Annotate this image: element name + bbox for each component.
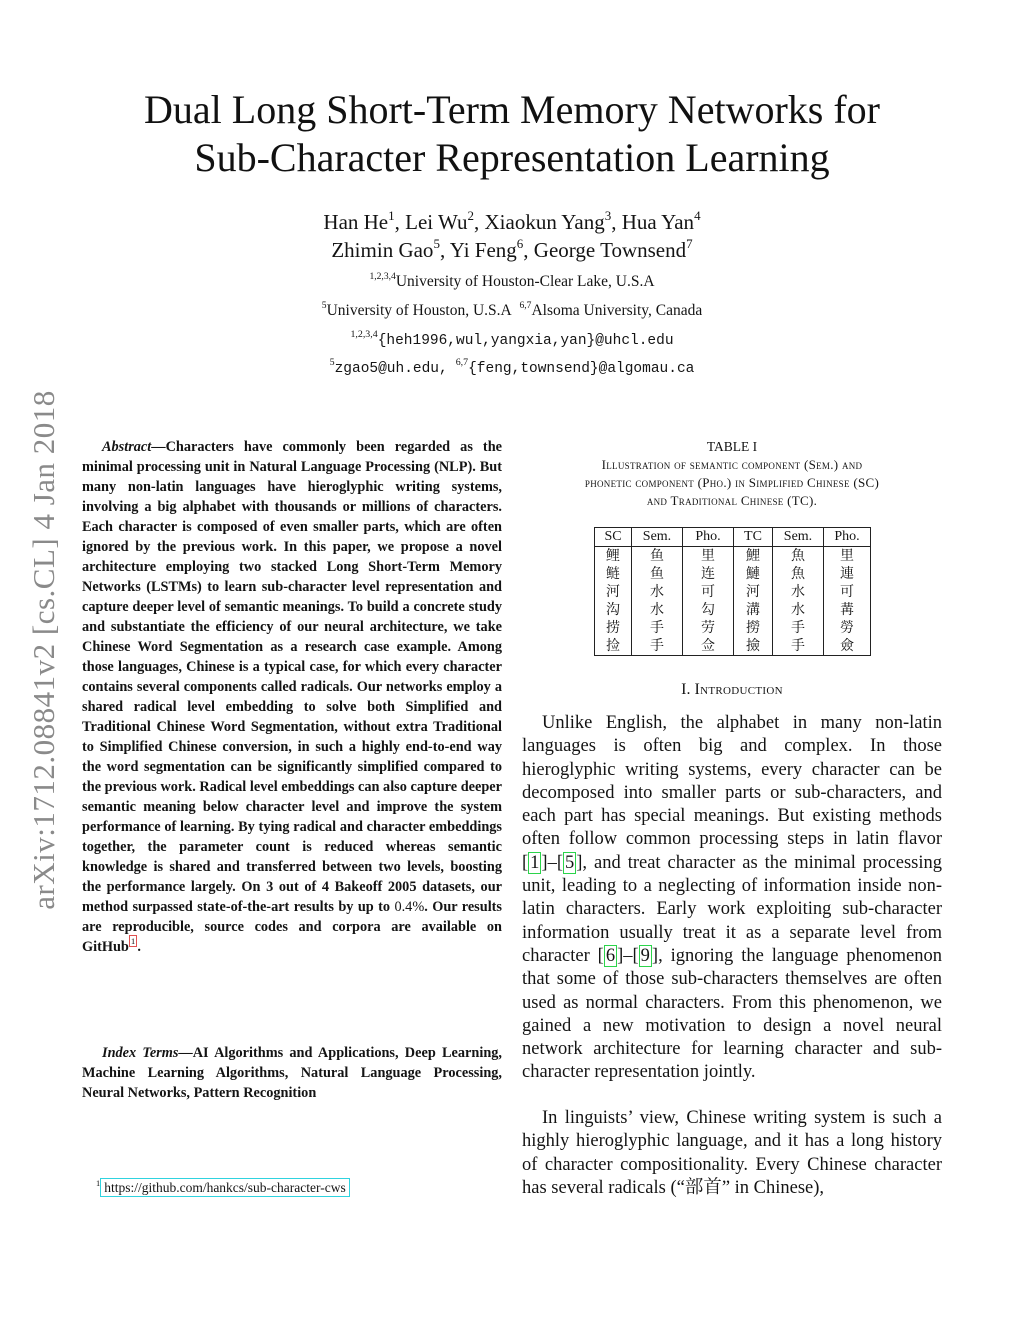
citation-link[interactable]: 9 <box>640 945 650 966</box>
affiliation-text: University of Houston, U.S.A <box>326 302 512 319</box>
radical-table <box>594 527 871 656</box>
email-address: zgao5@uh.edu, <box>334 361 448 377</box>
table-cell: 捞 <box>595 619 632 637</box>
table-cell: 手 <box>632 619 683 637</box>
author-name: Lei Wu <box>405 210 468 234</box>
table-row <box>595 619 871 637</box>
table-cell: 勞 <box>824 619 871 637</box>
table-cell: 勾 <box>683 601 734 619</box>
table-row <box>595 565 871 583</box>
email-line-2 <box>160 356 864 377</box>
table-cell: 鱼 <box>632 565 683 583</box>
table-cell: 可 <box>683 583 734 601</box>
table-cell: 僉 <box>824 637 871 656</box>
email-address: {feng,townsend}@algomau.ca <box>468 361 695 377</box>
table-cell: 连 <box>683 565 734 583</box>
title-line-1: Dual Long Short-Term Memory Networks for <box>144 87 880 132</box>
table-cell: 可 <box>824 583 871 601</box>
table-cell: 魚 <box>773 565 824 583</box>
table-cell: 佥 <box>683 637 734 656</box>
table-row <box>595 547 871 566</box>
affiliation-sup: 5 <box>321 299 327 311</box>
table-cell: 魚 <box>773 547 824 566</box>
footnote-mark: 1 <box>96 1178 101 1188</box>
paragraph-text: ], ignoring the language phenomenon that some of those sub-characters themselves are often used as normal characters. From this phenomenon, we gained a new motivation to design a novel neural network architecture for learning character and sub-character representation jointly. <box>522 945 942 1083</box>
section-number: I. <box>681 681 691 698</box>
author-name: Zhimin Gao <box>331 238 434 262</box>
table-cell: 撈 <box>734 619 773 637</box>
table-caption-line-1: Illustration of semantic component (Sem.) and <box>601 457 863 472</box>
table-cell: 鲢 <box>595 565 632 583</box>
author-line-2: Zhimin Gao$^5$, Yi Feng$^6$, George Townsend$^7$ <box>331 235 693 262</box>
citation-link[interactable]: 1 <box>530 852 540 873</box>
table-cell: 水 <box>773 601 824 619</box>
table-cell: 里 <box>824 547 871 566</box>
table-cell: 河 <box>734 583 773 601</box>
index-terms <box>82 1043 502 1103</box>
abstract-value: 0.4% <box>394 899 425 915</box>
affiliation-text: University of Houston-Clear Lake, U.S.A <box>395 273 655 290</box>
table-cell: 水 <box>773 583 824 601</box>
intro-paragraph-2: In linguists’ view, Chinese writing system is such a highly hieroglyphic language, and it has a long history of character compositionality. Every Chinese character has several radicals (“部首” in Chinese), <box>522 1108 942 1198</box>
abstract-text-end: . Our results are reproducible, source codes and corpora are available on GitHub <box>82 899 502 955</box>
email-sup: 5 <box>329 356 335 368</box>
affiliation-sup: 1,2,3,4 <box>369 270 396 282</box>
author-name: Hua Yan <box>621 210 695 234</box>
table-cell: 河 <box>595 583 632 601</box>
affiliation-2 <box>160 299 864 320</box>
author-line-1: Han He$^1$, Lei Wu$^2$, Xiaokun Yang$^3$, Hua Yan$^4$ <box>323 207 701 234</box>
author-sup: 7 <box>686 235 693 251</box>
author-sup: 1 <box>388 207 395 223</box>
column-header: Pho. <box>824 528 871 547</box>
column-header: SC <box>595 528 632 547</box>
table-cell: 鱼 <box>632 547 683 566</box>
abstract-period: . <box>137 939 141 955</box>
title-line-2: Sub-Character Representation Learning <box>194 135 830 180</box>
table-row <box>595 601 871 619</box>
footnote-ref-link[interactable]: 1 <box>130 936 136 947</box>
table-caption <box>520 438 944 510</box>
table-row <box>595 637 871 656</box>
author-sup: 6 <box>516 235 524 251</box>
table-cell: 撿 <box>734 637 773 656</box>
paper-title <box>90 86 934 182</box>
index-terms-text: —AI Algorithms and Applications, Deep Learning, Machine Learning Algorithms, Natural Language Processing, Neural Networks, Pattern Recognition <box>82 1045 502 1101</box>
author-sup: 2 <box>467 207 475 223</box>
email-line-1 <box>160 328 864 349</box>
column-header: Sem. <box>632 528 683 547</box>
table-caption-line-3: and Traditional Chinese (TC). <box>646 493 818 508</box>
github-link[interactable]: https://github.com/hankcs/sub-character-cws <box>100 1178 350 1197</box>
index-terms-label: Index Terms <box>102 1045 179 1061</box>
table-cell: 沟 <box>595 601 632 619</box>
paragraph-text: Unlike English, the alphabet in many non-latin languages is often big and complex. In those hieroglyphic writing systems, every character can be decomposed into smaller parts or sub-characters, and each part has special meanings. But existing methods often follow common processing steps in latin flavor [ <box>522 713 942 873</box>
table-cell: 手 <box>773 619 824 637</box>
arxiv-stamp: arXiv:1712.08841v2 [cs.CL] 4 Jan 2018 <box>26 390 61 910</box>
table-cell: 鰱 <box>734 565 773 583</box>
author-name: Han He <box>323 210 389 234</box>
table-cell: 水 <box>632 583 683 601</box>
table-cell: 劳 <box>683 619 734 637</box>
table-cell: 手 <box>773 637 824 656</box>
table-cell: 鯉 <box>734 547 773 566</box>
author-name: Yi Feng <box>449 238 517 262</box>
author-sup: 5 <box>433 235 440 251</box>
section-title: Introduction <box>694 681 783 698</box>
email-address: {heh1996,wul,yangxia,yan}@uhcl.edu <box>377 333 674 349</box>
table-cell: 溝 <box>734 601 773 619</box>
table-cell: 水 <box>632 601 683 619</box>
table-header-row <box>595 528 871 547</box>
citation-separator: ]–[ <box>541 852 563 873</box>
footnote <box>96 1180 350 1196</box>
table-cell: 里 <box>683 547 734 566</box>
table-cell: 連 <box>824 565 871 583</box>
table-label: TABLE I <box>706 439 758 454</box>
table-caption-line-2: phonetic component (Pho.) in Simplified Chinese (SC) <box>584 475 880 490</box>
affiliation-sup: 6,7 <box>519 299 532 311</box>
table-row <box>595 583 871 601</box>
author-sup: 4 <box>694 207 701 223</box>
table-cell: 鲤 <box>595 547 632 566</box>
table-cell: 冓 <box>824 601 871 619</box>
intro-paragraph-1 <box>522 712 942 1085</box>
abstract-text: —Characters have commonly been regarded as the minimal processing unit in Natural Language Processing (NLP). But many non-latin languages have hieroglyphic writing systems, involving a big alphabet with thousands or millions of characters. Each character is composed of even smaller parts, which are often ignored by the previous work. In this paper, we propose a novel architecture employing two stacked Long Short-Term Memory Networks (LSTMs) to learn sub-character level representation and capture deeper level of semantic meanings. To build a concrete study and substantiate the efficiency of our neural architecture, we take Chinese Word Segmentation as a research case example. Among those languages, Chinese is a typical case, for which every character contains several components called radicals. Our networks employ a shared radical level embedding to solve both Simplified and Traditional Chinese Word Segmentation, without extra Traditional to Simplified Chinese conversion, in such a highly end-to-end way the word segmentation can be significantly simplified compared to the previous work. Radical level embeddings can also capture deeper semantic meaning below character level and improve the system performance of learning. By tying radical and character embeddings together, the parameter count is reduced whereas semantic knowledge is shared and transferred between two levels, boosting the performance largely. On 3 out of 4 Bakeoff 2005 datasets, our method surpassed state-of-the-art results by up to <box>82 439 502 915</box>
paragraph-text: ], and treat character as the minimal processing unit, leading to a neglecting of information inside non-latin characters. Early work exploiting sub-character information usually treat it as a separate level from character [ <box>522 852 942 966</box>
author-name: George Townsend <box>533 238 687 262</box>
abstract-label: Abstract <box>102 439 152 455</box>
table-cell: 捡 <box>595 637 632 656</box>
table-cell: 手 <box>632 637 683 656</box>
author-sup: 3 <box>604 207 612 223</box>
email-sup: 6,7 <box>455 356 469 368</box>
author-name: Xiaokun Yang <box>484 210 605 234</box>
affiliation-1 <box>160 270 864 291</box>
column-header: TC <box>734 528 773 547</box>
column-header: Sem. <box>773 528 824 547</box>
citation-separator: ]–[ <box>617 945 639 966</box>
citation-link[interactable]: 5 <box>565 852 575 873</box>
author-list <box>160 208 864 264</box>
affiliation-text: Alsoma University, Canada <box>531 302 703 319</box>
column-header: Pho. <box>683 528 734 547</box>
citation-link[interactable]: 6 <box>605 945 616 966</box>
section-heading <box>520 681 944 699</box>
email-sup: 1,2,3,4 <box>350 328 378 340</box>
abstract <box>82 437 502 957</box>
